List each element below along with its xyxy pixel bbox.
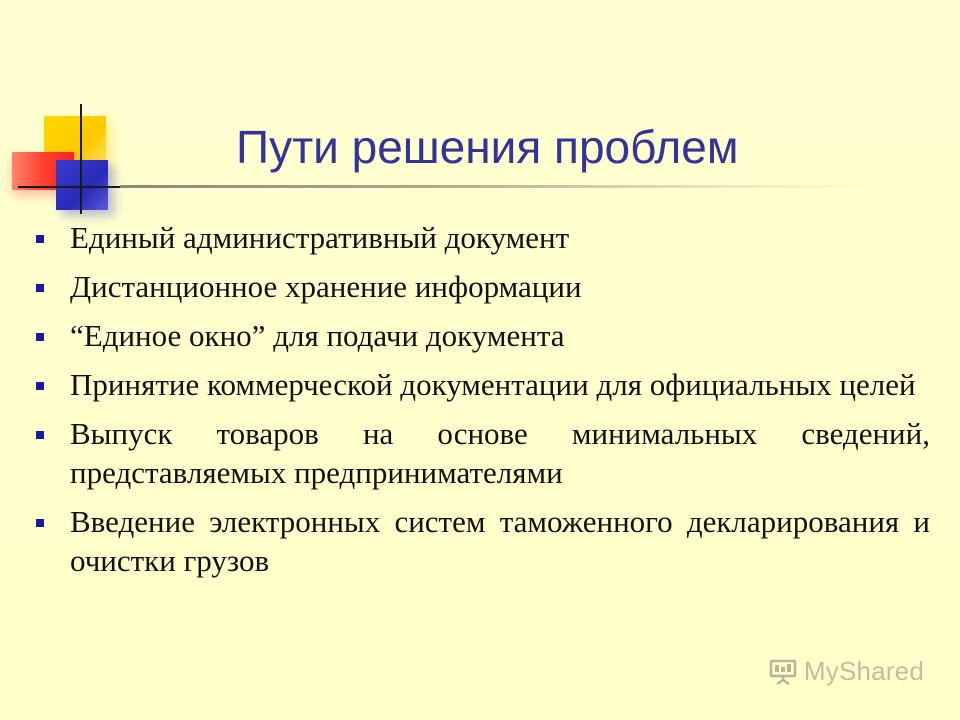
watermark-text: MyShared — [803, 656, 924, 686]
bullet-text: Принятие коммерческой документации для официальных целей — [70, 367, 916, 402]
decorative-squares-logo — [0, 0, 140, 230]
bullet-square-icon — [36, 284, 44, 292]
bullet-text: “Единое окно” для подачи документа — [70, 318, 565, 353]
bullet-item — [36, 414, 930, 492]
title-underline — [120, 185, 880, 188]
vertical-rule-line — [80, 104, 82, 214]
bullet-item — [36, 365, 930, 404]
bullet-item — [36, 502, 930, 580]
watermark — [768, 656, 924, 687]
bullet-square-icon — [36, 235, 44, 243]
horizontal-rule-line — [18, 186, 128, 188]
bullet-item — [36, 267, 930, 306]
slide-title: Пути решения проблем — [236, 121, 739, 173]
bullet-list — [36, 218, 930, 590]
bullet-text: Выпуск товаров на основе минимальных сведений, представляемых предпринимателями — [70, 416, 930, 490]
bullet-item — [36, 316, 930, 355]
blue-square-shape — [56, 160, 108, 210]
bullet-square-icon — [36, 431, 44, 439]
bullet-text: Единый административный документ — [70, 220, 570, 255]
bullet-square-icon — [36, 333, 44, 341]
bullet-square-icon — [36, 519, 44, 527]
bullet-square-icon — [36, 382, 44, 390]
bullet-text: Введение электронных систем таможенного декларирования и очистки грузов — [70, 504, 930, 578]
presentation-board-icon — [768, 657, 798, 687]
bullet-item — [36, 218, 930, 257]
bullet-text: Дистанционное хранение информации — [70, 269, 582, 304]
